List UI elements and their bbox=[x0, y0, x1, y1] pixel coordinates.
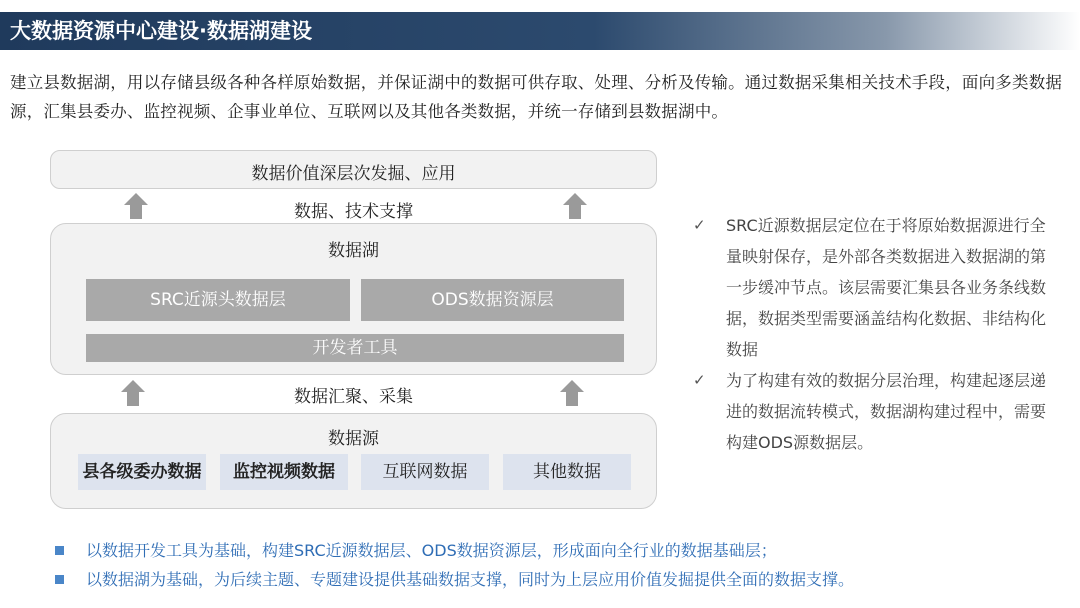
source-other: 其他数据 bbox=[503, 454, 631, 490]
square-bullet-icon bbox=[55, 546, 64, 555]
check-icon: ✓ bbox=[693, 216, 706, 234]
square-bullet-icon bbox=[55, 575, 64, 584]
support-label: 数据、技术支撑 bbox=[294, 202, 413, 222]
page-title: 大数据资源中心建设·数据湖建设 bbox=[10, 19, 312, 43]
note-item bbox=[693, 210, 1053, 365]
data-lake-title: 数据湖 bbox=[328, 241, 379, 261]
source-county-office: 县各级委办数据 bbox=[78, 454, 206, 490]
check-icon: ✓ bbox=[693, 371, 706, 389]
title-bar bbox=[0, 12, 1080, 50]
bottom-point bbox=[55, 565, 1075, 594]
bottom-point-text: 以数据湖为基础，为后续主题、专题建设提供基础数据支撑，同时为上层应用价值发掘提供全面的数据支撑。 bbox=[86, 570, 855, 589]
ods-layer-cell: ODS数据资源层 bbox=[361, 279, 624, 321]
dev-tools-cell: 开发者工具 bbox=[86, 334, 624, 362]
collect-label: 数据汇聚、采集 bbox=[294, 387, 413, 407]
bottom-points bbox=[55, 536, 1075, 594]
data-source-title: 数据源 bbox=[328, 429, 379, 449]
value-application-box bbox=[50, 150, 657, 189]
right-notes bbox=[693, 210, 1053, 458]
source-internet: 互联网数据 bbox=[361, 454, 489, 490]
bottom-point bbox=[55, 536, 1075, 565]
bottom-point-text: 以数据开发工具为基础，构建SRC近源数据层、ODS数据资源层，形成面向全行业的数据基础层； bbox=[86, 541, 777, 560]
note-item bbox=[693, 365, 1053, 458]
note-text: SRC近源数据层定位在于将原始数据源进行全量映射保存，是外部各类数据进入数据湖的第一步缓冲节点。该层需要汇集县各业务条线数据，数据类型需要涵盖结构化数据、非结构化数据 bbox=[726, 216, 1047, 359]
src-layer-cell: SRC近源头数据层 bbox=[86, 279, 350, 321]
source-video-monitoring: 监控视频数据 bbox=[220, 454, 348, 490]
intro-paragraph: 建立县数据湖，用以存储县级各种各样原始数据，并保证湖中的数据可供存取、处理、分析及传输。通过数据采集相关技术手段，面向多类数据源，汇集县委办、监控视频、企事业单位、互联网以及其他各类数据，并统一存储到县数据湖中。 bbox=[10, 73, 1063, 121]
note-text: 为了构建有效的数据分层治理，构建起逐层递进的数据流转模式，数据湖构建过程中，需要构建ODS源数据层。 bbox=[726, 371, 1047, 452]
value-application-label: 数据价值深层次发掘、应用 bbox=[251, 164, 456, 184]
